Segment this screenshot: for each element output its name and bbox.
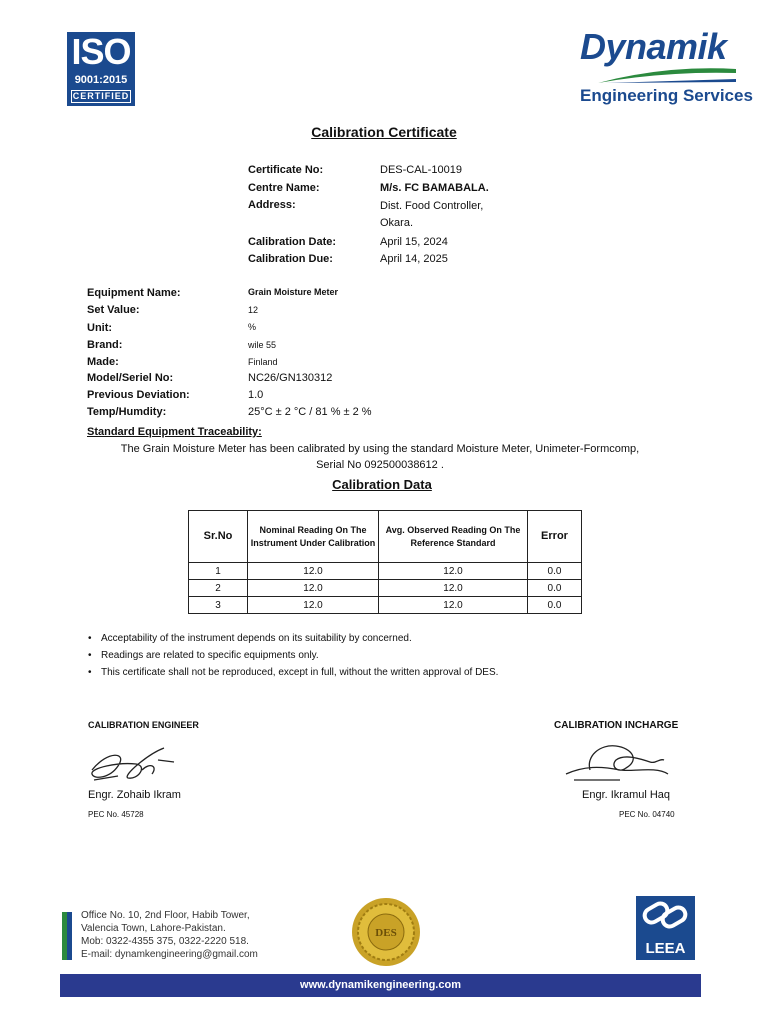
calibration-due-label: Calibration Due: [248, 253, 333, 265]
engineer-pec-number: PEC No. 45728 [88, 810, 144, 819]
list-item: • Acceptability of the instrument depends on its suitability by concerned. [88, 630, 498, 647]
footer-website-band[interactable] [60, 974, 701, 997]
cell-nominal: 12.0 [248, 597, 379, 614]
footer-address-line-2: Valencia Town, Lahore-Pakistan. [81, 923, 226, 934]
previous-deviation-value: 1.0 [248, 389, 264, 401]
brand-value: wile 55 [248, 340, 277, 350]
page-title: Calibration Certificate [311, 124, 457, 140]
table-row [189, 597, 582, 614]
footer-phone: Mob: 0322-4355 375, 0322-2220 518. [81, 936, 249, 947]
calibration-due-value: April 14, 2025 [380, 253, 448, 265]
incharge-pec-number: PEC No. 04740 [619, 810, 675, 819]
cell-nominal: 12.0 [248, 580, 379, 597]
set-value-label: Set Value: [87, 304, 140, 316]
address-line-1: Dist. Food Controller, [380, 200, 484, 212]
set-value-value: 12 [248, 305, 259, 315]
traceability-line-2: Serial No 092500038612 . [316, 459, 444, 471]
certificate-no-label: Certificate No: [248, 164, 324, 176]
brand-swoosh-icon [596, 63, 738, 85]
certificate-no-value: DES-CAL-10019 [380, 164, 462, 176]
footer-accent-bar-blue [67, 912, 72, 960]
centre-name-label: Centre Name: [248, 182, 320, 194]
unit-value: % [248, 322, 257, 332]
cell-observed: 12.0 [379, 563, 528, 580]
cell-error: 0.0 [528, 580, 582, 597]
header-observed-reading: Avg. Observed Reading On The Reference Standard [379, 511, 528, 563]
chain-link-icon [636, 896, 695, 936]
address-line-2: Okara. [380, 217, 414, 229]
traceability-heading: Standard Equipment Traceability: [87, 426, 262, 438]
incharge-name: Engr. Ikramul Haq [582, 789, 671, 801]
cell-error: 0.0 [528, 563, 582, 580]
equipment-name-value: Grain Moisture Meter [248, 287, 339, 297]
gold-seal-icon [350, 896, 422, 968]
seal-text: DES [375, 927, 397, 939]
equipment-name-label: Equipment Name: [87, 287, 181, 299]
brand-name: Dynamik [580, 26, 727, 67]
engineer-signature-title: CALIBRATION ENGINEER [88, 720, 199, 730]
iso-logo-text: ISO [71, 31, 131, 72]
cell-sr-no: 2 [189, 580, 248, 597]
calibration-data-title: Calibration Data [332, 477, 432, 492]
header-sr-no: Sr.No [189, 511, 248, 563]
iso-logo [67, 32, 135, 106]
notes-list [88, 630, 498, 681]
unit-label: Unit: [87, 322, 113, 334]
list-item: • This certificate shall not be reproduced, except in full, without the written approval of DES. [88, 664, 498, 681]
leea-logo-text: LEEA [645, 940, 686, 957]
calibration-date-value: April 15, 2024 [380, 236, 448, 248]
centre-name-value: M/s. FC BAMABALA. [380, 182, 489, 194]
engineer-name: Engr. Zohaib Ikram [88, 789, 181, 801]
table-row [189, 563, 582, 580]
calibration-table [188, 510, 582, 614]
model-serial-label: Model/Seriel No: [87, 372, 174, 384]
website-link[interactable]: www.dynamikengineering.com [300, 979, 461, 991]
header-error: Error [528, 511, 582, 563]
address-label: Address: [248, 199, 296, 211]
footer-email: E-mail: dynamkengineering@gmail.com [81, 949, 258, 960]
temp-humidity-value: 25°C ± 2 °C / 81 % ± 2 % [248, 406, 372, 418]
made-label: Made: [87, 356, 119, 368]
temp-humidity-label: Temp/Humdity: [87, 406, 167, 418]
table-row [189, 580, 582, 597]
list-item: • Readings are related to specific equipments only. [88, 647, 498, 664]
iso-certified-text: CERTIFIED [72, 91, 130, 101]
iso-standard-number: 9001:2015 [74, 74, 128, 86]
cell-observed: 12.0 [379, 597, 528, 614]
header-nominal-reading: Nominal Reading On The Instrument Under Calibration [248, 511, 379, 563]
brand-label: Brand: [87, 339, 123, 351]
made-value: Finland [248, 357, 278, 367]
engineer-signature-image [88, 740, 184, 786]
calibration-date-label: Calibration Date: [248, 236, 337, 248]
table-header-row [189, 511, 582, 563]
incharge-signature-title: CALIBRATION INCHARGE [554, 720, 679, 731]
cell-sr-no: 1 [189, 563, 248, 580]
model-serial-value: NC26/GN130312 [248, 372, 333, 384]
traceability-line-1: The Grain Moisture Meter has been calibrated by using the standard Moisture Meter, Unimeter-Formcomp, [120, 443, 640, 455]
brand-subtitle: Engineering Services [580, 86, 753, 105]
incharge-signature-image [560, 736, 672, 788]
footer-address-line-1: Office No. 10, 2nd Floor, Habib Tower, [81, 910, 250, 921]
cell-nominal: 12.0 [248, 563, 379, 580]
cell-error: 0.0 [528, 597, 582, 614]
cell-sr-no: 3 [189, 597, 248, 614]
previous-deviation-label: Previous Deviation: [87, 389, 190, 401]
cell-observed: 12.0 [379, 580, 528, 597]
